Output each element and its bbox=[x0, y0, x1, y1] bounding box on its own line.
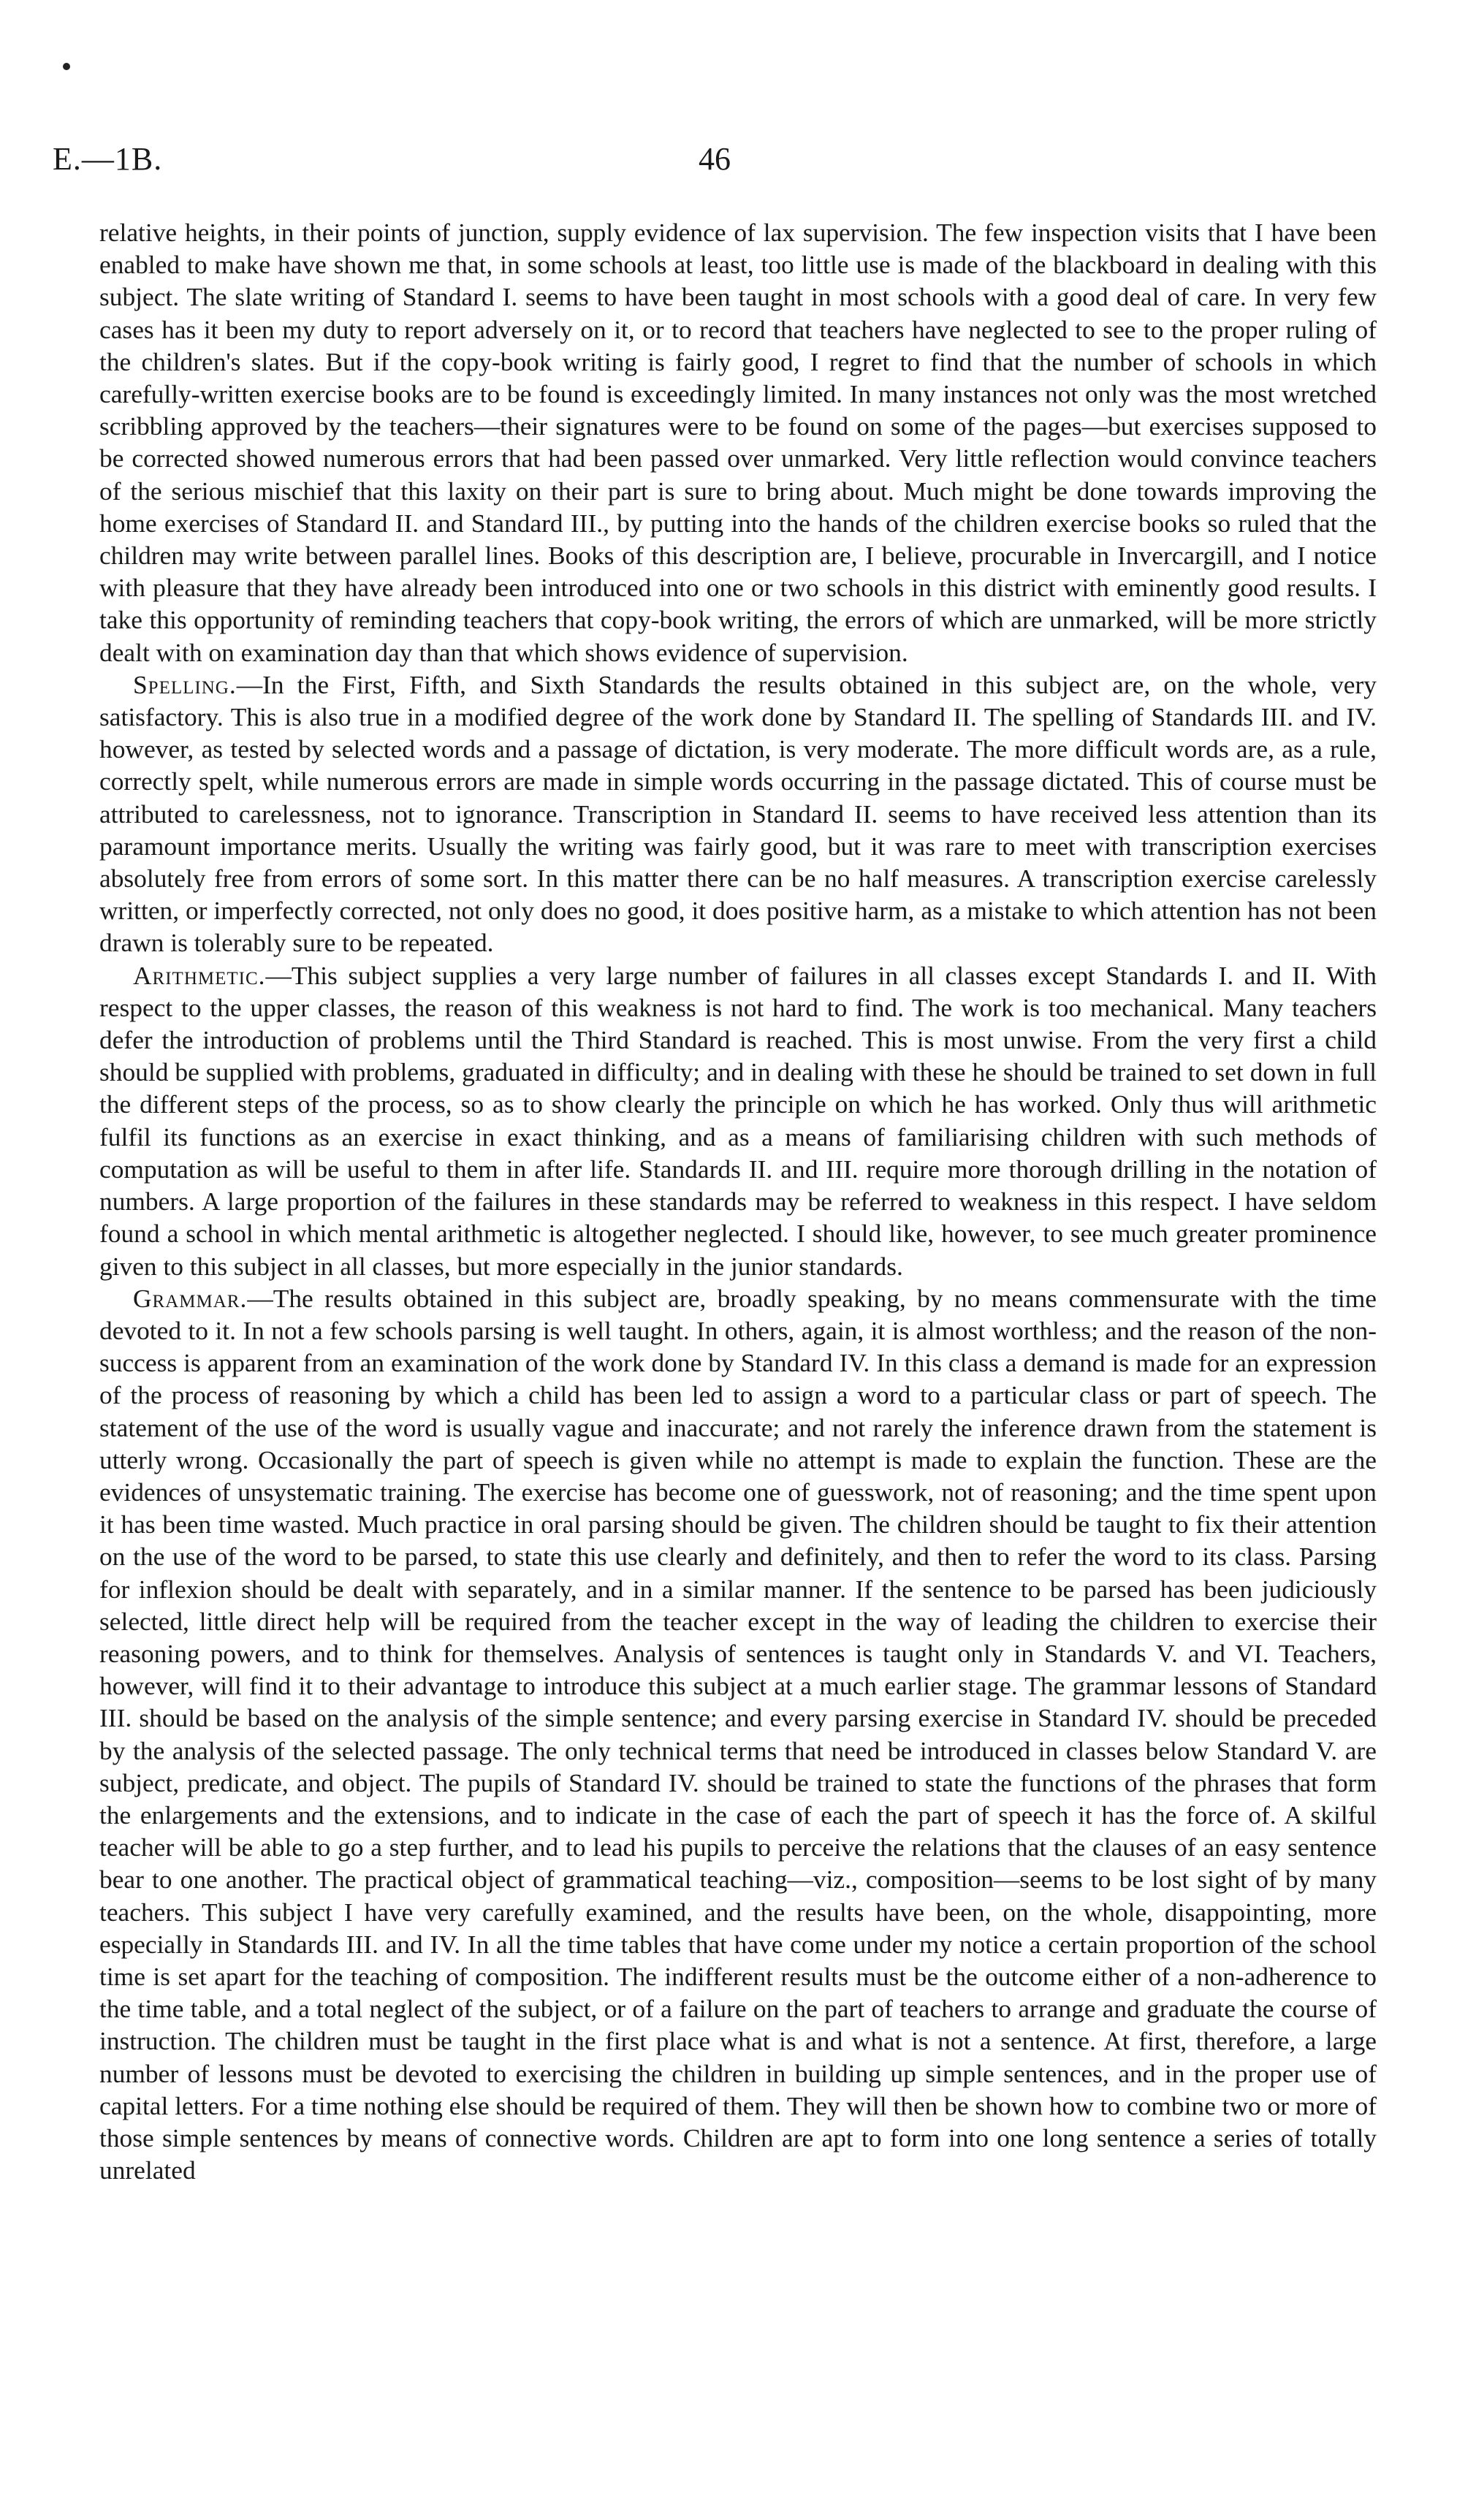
page-number: 46 bbox=[699, 141, 731, 177]
paragraph-grammar bbox=[99, 1282, 1377, 2187]
section-heading-spelling: Spelling. bbox=[133, 669, 237, 699]
ink-speck bbox=[63, 63, 70, 70]
paragraph-writing-continued bbox=[99, 216, 1377, 669]
paragraph-text: —In the First, Fifth, and Sixth Standards the results obtained in this subject are, on the whole, very satisfactory. This is also true in a modified degree of the work done by Standard II. The spelling of Standards III. and IV. however, as tested by selected words and a passage of dictation, is very moderate. The more difficult words are, as a rule, correctly spelt, while numerous errors are made in simple words occurring in the passage dictated. This of course must be attributed to carelessness, not to ignorance. Transcription in Standard II. seems to have received less attention than its paramount importance merits. Usually the writing was fairly good, but it was rare to meet with transcription exercises absolutely free from errors of some sort. In this matter there can be no half measures. A transcription exercise carelessly written, or imperfectly corrected, not only does no good, it does positive harm, as a mistake to which attention has not been drawn is tolerably sure to be repeated. bbox=[99, 669, 1377, 958]
paragraph-text: —This subject supplies a very large number of failures in all classes except Standards I. and II. With respect to the upper classes, the reason of this weakness is not hard to find. The work is too mechanical. Many teachers defer the introduction of problems until the Third Standard is reached. This is most unwise. From the very first a child should be supplied with problems, graduated in difficulty; and in dealing with these he should be trained to set down in full the different steps of the process, so as to show clearly the principle on which he has worked. Only thus will arithmetic fulfil its functions as an exercise in exact thinking, and as a means of familiarising children with such methods of computation as will be useful to them in after life. Standards II. and III. require more thorough drilling in the notation of numbers. A large proportion of the failures in these standards may be referred to weakness in this respect. I have seldom found a school in which mental arithmetic is altogether neglected. I should like, however, to see much greater prominence given to this subject in all classes, but more especially in the junior standards. bbox=[99, 960, 1377, 1281]
page-header bbox=[53, 140, 1377, 184]
paragraph-text: —The results obtained in this subject are, broadly speaking, by no means commensurate with the time devoted to it. In not a few schools parsing is well taught. In others, again, it is almost worthless; and the reason of the non-success is apparent from an examination of the work done by Standard IV. In this class a demand is made for an expression of the process of reasoning by which a child has been led to assign a word to a particular class or part of speech. The statement of the use of the word is usually vague and inaccurate; and not rarely the inference drawn from the statement is utterly wrong. Occasionally the part of speech is given while no attempt is made to explain the function. These are the evidences of unsystematic training. The exercise has become one of guesswork, not of reasoning; and the time spent upon it has been time wasted. Much practice in oral parsing should be given. The children should be taught to fix their attention on the use of the word to be parsed, to state this use clearly and definitely, and then to refer the word to its class. Parsing for inflexion should be dealt with separately, and in a similar manner. If the sentence to be parsed has been judiciously selected, little direct help will be required from the teacher except in the way of leading the children to exercise their reasoning powers, and to think for themselves. Analysis of sentences is taught only in Standards V. and VI. Teachers, however, will find it to their advantage to introduce this subject at a much earlier stage. The grammar lessons of Standard III. should be based on the analysis of the simple sentence; and every parsing exercise in Standard IV. should be preceded by the analysis of the selected passage. The only technical terms that need be introduced in classes below Standard V. are subject, predicate, and object. The pupils of Standard IV. should be trained to state the functions of the phrases that form the enlargements and the extensions, and to indicate in the case of each the part of speech it has the force of. A skilful teacher will be able to go a step further, and to lead his pupils to perceive the relations that the clauses of an easy sentence bear to one another. The practical object of grammatical teaching—viz., composition—seems to be lost sight of by many teachers. This subject I have very carefully examined, and the results have been, on the whole, disappointing, more especially in Standards III. and IV. In all the time tables that have come under my notice a certain proportion of the school time is set apart for the teaching of composition. The indifferent results must be the outcome either of a non-adherence to the time table, and a total neglect of the subject, or of a failure on the part of teachers to arrange and graduate the course of instruction. The children must be taught in the first place what is and what is not a sentence. At first, therefore, a large number of lessons must be devoted to exercising the children in building up simple sentences, and in the proper use of capital letters. For a time nothing else should be required of them. They will then be shown how to combine two or more of those simple sentences by means of connective words. Children are apt to form into one long sentence a series of totally unrelated bbox=[99, 1283, 1377, 2185]
paragraph-arithmetic bbox=[99, 959, 1377, 1282]
paragraph-text: relative heights, in their points of junction, supply evidence of lax supervision. The few inspection visits that I have been enabled to make have shown me that, in some schools at least, too little use is made of the blackboard in dealing with this subject. The slate writing of Standard I. seems to have been taught in most schools with a good deal of care. In very few cases has it been my duty to report adversely on it, or to record that teachers have neglected to see to the proper ruling of the children's slates. But if the copy-book writing is fairly good, I regret to find that the number of schools in which carefully-written exercise books are to be found is exceedingly limited. In many instances not only was the most wretched scribbling approved by the teachers—their signatures were to be found on some of the pages—but exercises supposed to be corrected showed numerous errors that had been passed over unmarked. Very little reflection would convince teachers of the serious mischief that this laxity on their part is sure to bring about. Much might be done towards improving the home exercises of Standard II. and Standard III., by putting into the hands of the children exercise books so ruled that the children may write between parallel lines. Books of this description are, I believe, procurable in Invercargill, and I notice with pleasure that they have already been introduced into one or two schools in this district with eminently good results. I take this opportunity of reminding teachers that copy-book writing, the errors of which are unmarked, will be more strictly dealt with on examination day than that which shows evidence of supervision. bbox=[99, 218, 1377, 667]
section-heading-grammar: Grammar. bbox=[133, 1283, 248, 1313]
document-reference: E.—1B. bbox=[53, 141, 163, 177]
body-text bbox=[99, 216, 1377, 2186]
section-heading-arithmetic: Arithmetic. bbox=[133, 960, 266, 990]
paragraph-spelling bbox=[99, 669, 1377, 959]
